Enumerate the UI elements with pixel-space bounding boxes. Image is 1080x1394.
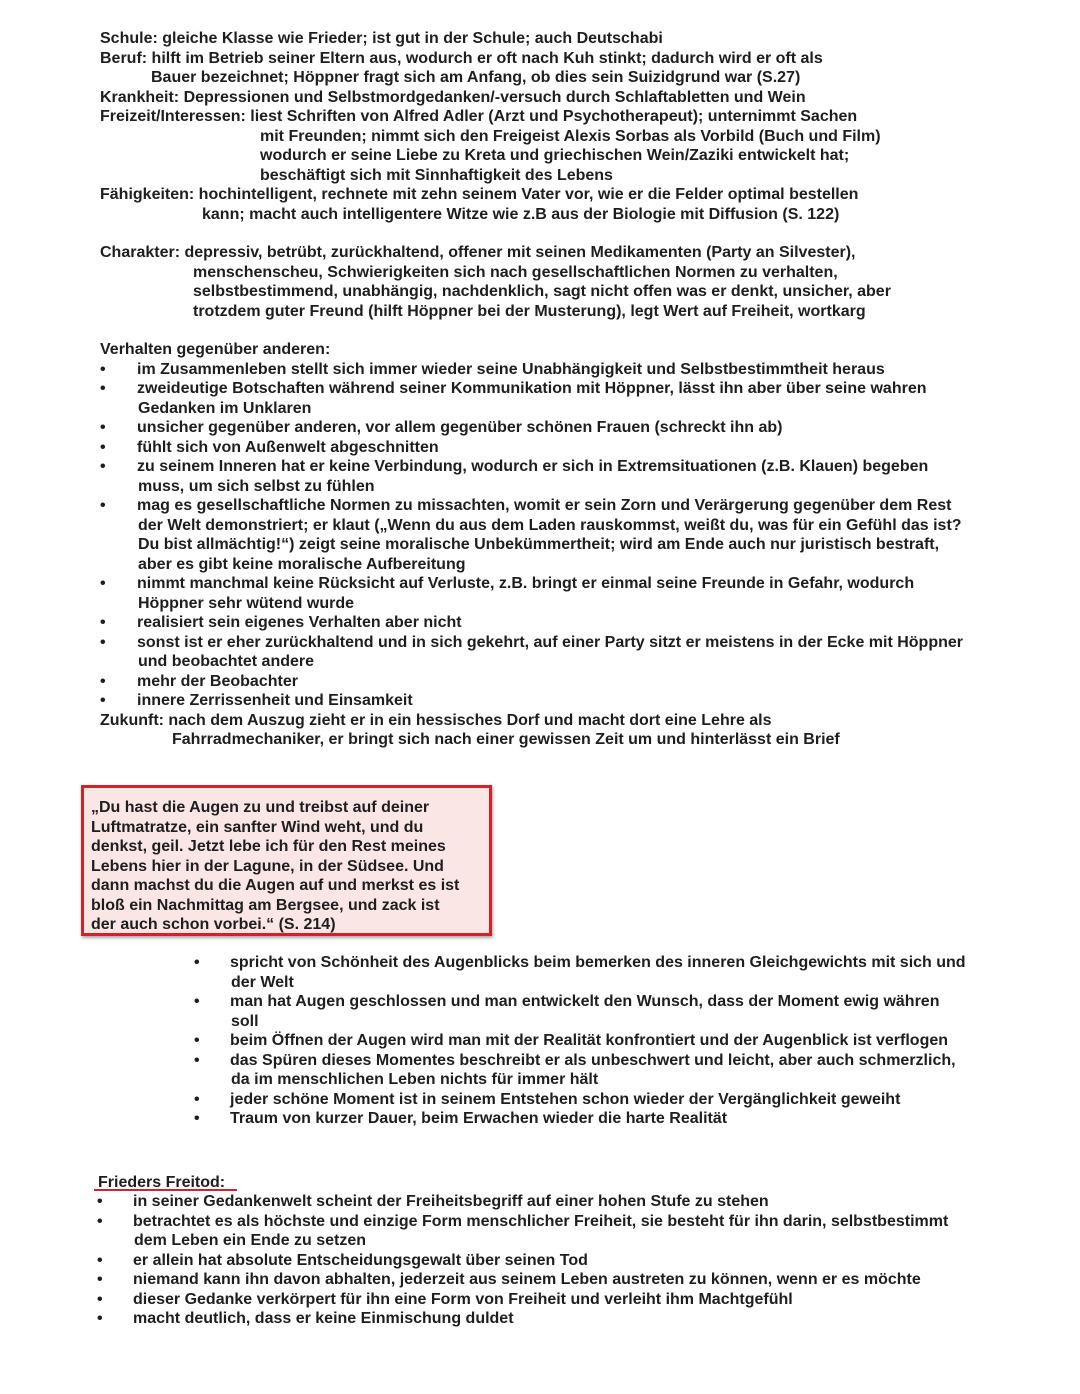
behavior-item-text: mag es gesellschaftliche Normen zu missachten, womit er sein Zorn und Verärgerung gegenüber dem Rest — [137, 497, 952, 514]
behavior-item-text: im Zusammenleben stellt sich immer wieder seine Unabhängigkeit und Selbstbestimmtheit heraus — [137, 360, 885, 378]
profile-section — [100, 29, 881, 224]
school-line: Schule: gleiche Klasse wie Frieder; ist gut in der Schule; auch Deutschabi — [100, 30, 663, 47]
character-line-cont: selbstbestimmend, unabhängig, nachdenklich, sagt nicht offen was er denkt, unsicher, aber — [193, 283, 891, 300]
behavior-item — [100, 418, 963, 438]
behavior-item — [100, 379, 963, 399]
bullet-icon: • — [100, 672, 106, 690]
freitod-item — [97, 1212, 948, 1232]
freitod-item-text: dem Leben ein Ende zu setzen — [134, 1232, 367, 1249]
analysis-item-text: Traum von kurzer Dauer, beim Erwachen wieder die harte Realität — [230, 1110, 728, 1127]
freitod-item — [97, 1270, 948, 1290]
behavior-item-text: fühlt sich von Außenwelt abgeschnitten — [137, 438, 439, 456]
behavior-item — [100, 672, 963, 692]
behavior-item-text: unsicher gegenüber anderen, vor allem gegenüber schönen Frauen (schreckt ihn ab) — [137, 419, 783, 436]
analysis-item-text: das Spüren dieses Momentes beschreibt er als unbeschwert und leicht, aber auch schmerzlich, — [230, 1051, 956, 1069]
freitod-item-text: niemand kann ihn davon abhalten, jederzeit aus seinem Leben austreten zu können, wenn er es möchte — [133, 1271, 921, 1288]
quote-line: bloß ein Nachmittag am Bergsee, und zack ist — [91, 896, 440, 914]
freitod-item-text: macht deutlich, dass er keine Einmischung duldet — [133, 1310, 514, 1327]
bullet-icon: • — [100, 458, 106, 475]
bullet-icon: • — [97, 1193, 103, 1210]
bullet-icon: • — [194, 954, 200, 971]
analysis-item — [194, 992, 966, 1012]
bullet-icon: • — [97, 1251, 103, 1269]
behavior-heading: Verhalten gegenüber anderen: — [100, 341, 331, 358]
freitod-item — [97, 1251, 948, 1271]
hobbies-line: Freizeit/Interessen: liest Schriften von Alfred Adler (Arzt und Psychotherapeut); unternimmt Sachen — [100, 108, 858, 125]
bullet-icon: • — [194, 1110, 200, 1127]
freitod-item-text: in seiner Gedankenwelt scheint der Freiheitsbegriff auf einer hohen Stufe zu stehen — [133, 1193, 769, 1210]
analysis-item — [194, 1012, 966, 1032]
behavior-item — [100, 399, 963, 419]
character-line-cont: trotzdem guter Freund (hilft Höppner bei der Musterung), legt Wert auf Freiheit, wortkarg — [193, 302, 866, 320]
character-section — [100, 243, 891, 321]
behavior-section — [100, 340, 963, 750]
behavior-item-text: aber es gibt keine moralische Aufbereitung — [138, 555, 466, 573]
behavior-item-text: und beobachtet andere — [138, 653, 315, 670]
bullet-icon: • — [100, 380, 106, 397]
behavior-item — [100, 594, 963, 614]
quote-line: denkst, geil. Jetzt lebe ich für den Rest meines — [91, 838, 446, 855]
behavior-item-text: realisiert sein eigenes Verhalten aber nicht — [137, 614, 462, 631]
freitod-item — [97, 1290, 948, 1310]
analysis-item — [194, 953, 966, 973]
analysis-list — [194, 953, 966, 1129]
freitod-section — [97, 1192, 948, 1329]
freitod-item — [97, 1231, 948, 1251]
illness-line: Krankheit: Depressionen und Selbstmordgedanken/-versuch durch Schlaftabletten und Wein — [100, 88, 806, 106]
behavior-item — [100, 555, 963, 575]
analysis-item-text: beim Öffnen der Augen wird man mit der Realität konfrontiert und der Augenblick ist verflogen — [230, 1032, 949, 1049]
bullet-icon: • — [100, 438, 106, 456]
behavior-item — [100, 457, 963, 477]
bullet-icon: • — [100, 360, 106, 378]
analysis-item — [194, 973, 966, 993]
analysis-item-text: der Welt — [231, 973, 294, 991]
behavior-item — [100, 477, 963, 497]
behavior-item — [100, 613, 963, 633]
quote-line: Lebens hier in der Lagune, in der Südsee. Und — [91, 857, 444, 875]
bullet-icon: • — [194, 993, 200, 1010]
freitod-item-text: dieser Gedanke verkörpert für ihn eine Form von Freiheit und verleiht ihm Machtgefühl — [133, 1290, 793, 1308]
analysis-item — [194, 1031, 966, 1051]
quote-line: dann machst du die Augen auf und merkst es ist — [91, 877, 460, 894]
behavior-item-text: Gedanken im Unklaren — [138, 399, 312, 417]
analysis-item — [194, 1090, 966, 1110]
bullet-icon: • — [97, 1212, 103, 1230]
behavior-item — [100, 360, 963, 380]
freitod-item-text: betrachtet es als höchste und einzige Form menschlicher Freiheit, sie besteht für ihn darin, selbstbestimmt — [133, 1212, 949, 1230]
behavior-item-text: nimmt manchmal keine Rücksicht auf Verluste, z.B. bringt er einmal seine Freunde in Gefahr, wodurch — [137, 575, 915, 592]
job-line-cont: Bauer bezeichnet; Höppner fragt sich am Anfang, ob dies sein Suizidgrund war (S.27) — [151, 69, 801, 86]
hobbies-line-cont: beschäftigt sich mit Sinnhaftigkeit des Lebens — [260, 166, 613, 184]
abilities-line: Fähigkeiten: hochintelligent, rechnete mit zehn seinem Vater vor, wie er die Felder optimal bestellen — [100, 186, 859, 203]
freitod-item — [97, 1192, 948, 1212]
behavior-item-text: Höppner sehr wütend wurde — [138, 594, 355, 612]
behavior-item — [100, 535, 963, 555]
bullet-icon: • — [100, 497, 106, 514]
behavior-item-text: sonst ist er eher zurückhaltend und in sich gekehrt, auf einer Party sitzt er meistens in der Ecke mit Höppner — [137, 633, 963, 651]
bullet-icon: • — [100, 575, 106, 592]
bullet-icon: • — [194, 1032, 200, 1049]
behavior-item — [100, 633, 963, 653]
quote-line: Luftmatratze, ein sanfter Wind weht, und du — [91, 818, 424, 836]
behavior-item — [100, 652, 963, 672]
future-line: Zukunft: nach dem Auszug zieht er in ein hessisches Dorf und macht dort eine Lehre als — [100, 711, 772, 729]
freitod-list — [97, 1192, 948, 1329]
freitod-heading: Frieders Freitod: — [98, 1174, 226, 1191]
analysis-item-text: soll — [231, 1012, 259, 1030]
behavior-item-text: innere Zerrissenheit und Einsamkeit — [137, 692, 413, 709]
behavior-list — [100, 360, 963, 711]
character-line: Charakter: depressiv, betrübt, zurückhaltend, offener mit seinen Medikamenten (Party an Silvester), — [100, 244, 856, 261]
bullet-icon: • — [194, 1051, 200, 1069]
character-line-cont: menschenscheu, Schwierigkeiten sich nach gesellschaftlichen Normen zu verhalten, — [193, 263, 838, 281]
behavior-item-text: der Welt demonstriert; er klaut („Wenn du aus dem Laden rauskommst, weißt du, was für ein Gefühl das ist? — [138, 516, 962, 534]
bullet-icon: • — [100, 633, 106, 651]
bullet-icon: • — [97, 1310, 103, 1327]
analysis-item — [194, 1109, 966, 1129]
behavior-item-text: muss, um sich selbst zu fühlen — [138, 477, 375, 495]
analysis-item — [194, 1051, 966, 1071]
analysis-item-text: spricht von Schönheit des Augenblicks beim bemerken des inneren Gleichgewichts mit sich und — [230, 954, 966, 971]
behavior-item — [100, 496, 963, 516]
bullet-icon: • — [97, 1271, 103, 1288]
analysis-item — [194, 1070, 966, 1090]
quote-line: der auch schon vorbei.“ (S. 214) — [91, 916, 336, 933]
analysis-section — [194, 953, 966, 1129]
behavior-item — [100, 516, 963, 536]
abilities-line-cont: kann; macht auch intelligentere Witze wie z.B aus der Biologie mit Diffusion (S. 122) — [202, 205, 840, 223]
job-line: Beruf: hilft im Betrieb seiner Eltern aus, wodurch er oft nach Kuh stinkt; dadurch wird er oft als — [100, 49, 823, 67]
quote-box — [81, 785, 492, 936]
bullet-icon: • — [97, 1290, 103, 1308]
behavior-item-text: Du bist allmächtig!“) zeigt seine moralische Unbekümmertheit; wird am Ende auch nur juristisch bestraft, — [138, 536, 940, 553]
analysis-item-text: da im menschlichen Leben nichts für immer hält — [231, 1071, 599, 1088]
future-line-cont: Fahrradmechaniker, er bringt sich nach einer gewissen Zeit um und hinterlässt ein Brief — [172, 731, 840, 748]
quote-line: „Du hast die Augen zu und treibst auf deiner — [91, 799, 430, 816]
hobbies-line-cont: mit Freunden; nimmt sich den Freigeist Alexis Sorbas als Vorbild (Buch und Film) — [260, 127, 881, 145]
bullet-icon: • — [100, 419, 106, 436]
bullet-icon: • — [100, 692, 106, 709]
bullet-icon: • — [194, 1090, 200, 1108]
freitod-item — [97, 1309, 948, 1329]
analysis-item-text: man hat Augen geschlossen und man entwickelt den Wunsch, dass der Moment ewig währen — [230, 993, 940, 1010]
freitod-item-text: er allein hat absolute Entscheidungsgewalt über seinen Tod — [133, 1251, 588, 1269]
bullet-icon: • — [100, 614, 106, 631]
freitod-heading-underline — [94, 1189, 237, 1191]
behavior-item — [100, 691, 963, 711]
behavior-item — [100, 438, 963, 458]
behavior-item — [100, 574, 963, 594]
behavior-item-text: zu seinem Inneren hat er keine Verbindung, wodurch er sich in Extremsituationen (z.B. Klauen) begeben — [137, 458, 929, 475]
behavior-item-text: zweideutige Botschaften während seiner Kommunikation mit Höppner, lässt ihn aber über seine wahren — [137, 380, 927, 397]
behavior-item-text: mehr der Beobachter — [137, 672, 298, 690]
analysis-item-text: jeder schöne Moment ist in seinem Entstehen schon wieder der Vergänglichkeit geweiht — [230, 1090, 901, 1108]
hobbies-line-cont: wodurch er seine Liebe zu Kreta und griechischen Wein/Zaziki entwickelt hat; — [260, 147, 850, 164]
